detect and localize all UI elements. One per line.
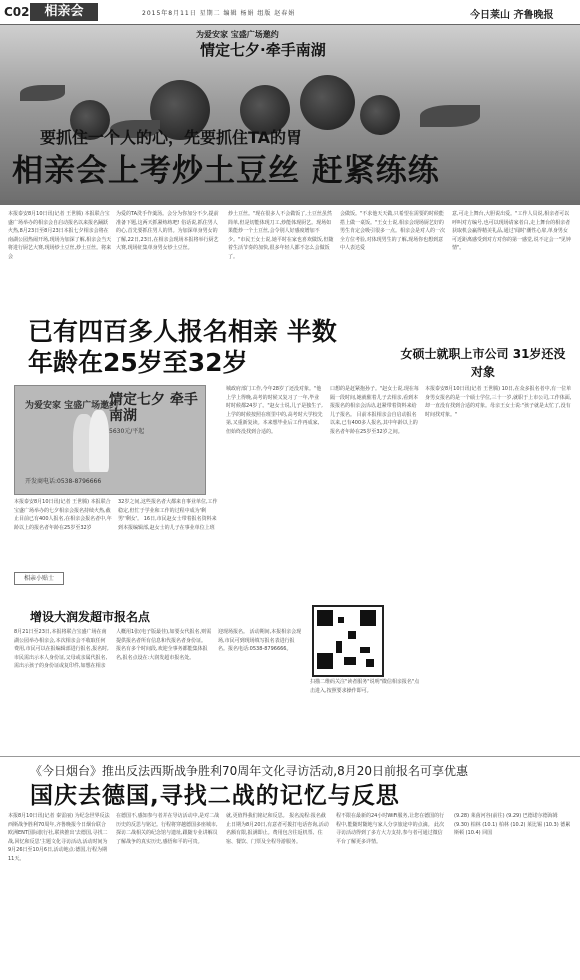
newspaper-brand: 今日莱山 齐鲁晚报 (470, 10, 554, 21)
promo-price: 5630元/平起 (109, 428, 145, 435)
banner-slogan: 情定七夕·牵手南湖 (200, 41, 326, 59)
sub-column: 迎现场报名。 活动期间,本报相亲会现场,市民可到现场填写报名表进行报名。报名电话:0538-8796666。 (218, 629, 302, 653)
promo-phone: 开发商电话:0538-8796666 (25, 478, 102, 485)
page-header (0, 0, 580, 25)
side-headline: 女硕士就职上市公司 31岁还没对象 (400, 347, 566, 379)
sub-column: 人概用1张(电子版最佳),如要女代报名,则需提供报名者所有信息和代报名者身份证。 报名有多个时间段,欢迎全事务都能集体报名,报名点设在:大润发超市报名处。 (116, 629, 212, 661)
article1-subhead: 要抓住一个人的心，先要抓住TA的胃 (40, 128, 303, 147)
article3-itinerary: (9.28) 莱茵河谷(前往) (9.29) 巴德诺尔德海姆 (9.30) 柏林 (10.1) 柏林 (10.2) 莱比锡 (10.3) 德累斯顿 (10.4) 回国 (454, 813, 571, 837)
article2-side-column: 本报泰安8月10日讯(记者 王世腾) 10日,在众多报名者中,有一位单身男女报名的是一个硕士学位,三十一岁,就职于上市公司,工作体面,却一直没有找到合适的对象。母亲王女士说:"孩子就是太忙了,没有时间找对象。" (425, 386, 572, 418)
article3-column: 在德国不,感知参与者并在导访活动中,是对二战历史的反思与铭记。行程将穿越德国多座城市,探访二战相关的纪念馆与遗址,跟随专业讲解员了解战争的真实历史,感悟和平的可贵。 (116, 813, 220, 845)
article2-column: 32岁之间,这些报名者大都来自事业单位,工作稳定,但忙于学业和工作的过程中成为'剩男''剩女'。 16日,市民赵女士带着报名资料来到本报编辑部,赵女士的儿子在事业单位上班 (118, 499, 218, 531)
article3-lead-line: 《今日烟台》推出反法西斯战争胜利70周年文化寻访活动,8月20日前报名可享优惠 (30, 764, 468, 778)
article3-column: 就,更值得我们铭记和反思。 报名流程:报名截止日期为8月20日,有意者可拨打电话咨询,活动名额有限,报满即止。费用包含往返机票、住宿、餐饮、门票及全程导游服务。 (226, 813, 329, 845)
article2-column: 本报泰安8月10日讯(记者 王世腾) 本报联合宝盛广场举办的七夕相亲会报名持续火热,截止目前已有400人报名,在相亲会报名者中,年龄以上的报名者年龄在25岁至32岁 (14, 499, 112, 531)
promo-ad (14, 385, 206, 495)
article3-column: 程不限在最新的24小时WiFi服务,让您在德国的行程中,能随时随地与家人分享旅途中的点滴。 此次寻访活动得到了多方大力支持,参与者可通过微信平台了解更多详情。 (336, 813, 445, 845)
section-tag: 相亲会 (30, 3, 98, 21)
promo-brand: 为爱安家 宝盛广场邀约 (25, 401, 119, 411)
article1-column: 本报泰安8月10日讯(记者 王世腾) 本报联合宝盛广场举办的相亲会自启动报名以来报名踊跃火热,8月23日至8月23日本报七夕相亲会将在南湖公园热闹开场,现场为加深了解,相亲会当天将进行厨艺大赛,现场炒土豆丝,炒土豆丝。将来会 (8, 211, 112, 260)
article1-column: 会做饭。"不求他天天做,只希望在需要的时候能搭上做一桌饭。"王女士说,相亲会现场厨艺好的男生肯定会吸引很多一点。相亲会是对人的一次全方位考验,对体现男生的了解,现场你也想到意中人表达爱 (340, 211, 446, 252)
article2-headline: 已有四百多人报名相亲 半数年龄在25岁至32岁 (28, 317, 337, 377)
banner-photo (0, 25, 580, 205)
article3-column: 本报8月10日讯(记者 秦雷丽) 为纪念世界反法西斯战争胜利70周年,齐鲁晚报今日烟台联合欧洲ENT国际旅行社,联袂推出'去德国,寻找二战,回忆和反思'主题文化寻访活动,活动时间为9月26日至10月6日,活动地点:德国,行程为期11天。 (8, 813, 110, 862)
rose-icon (360, 95, 400, 135)
page-number: C02 (4, 5, 30, 19)
couple-figure (89, 410, 109, 472)
section-divider (0, 756, 580, 757)
article2-column: 口想的是赶紧抱孙子。"赵女士说,现在每隔一段时间,她就催着儿子去相亲,看到本报报名的相亲会活动,赶紧带着资料来给儿子报名。 目前本报相亲会自启动报名以来,已有400多人报名,其中年龄以上的报名者年龄在25岁至32岁之间。 (330, 386, 419, 435)
banner-top-line: 为爱安家 宝盛广场邀约 (196, 30, 279, 39)
promo-title: 情定七夕 牵手南湖 (109, 392, 198, 424)
article3-headline: 国庆去德国,寻找二战的记忆与反思 (30, 783, 400, 809)
qr-caption: 扫描二维码关注"读者服务"说明"微信相亲报名"点击进入,按照要求操作即可。 (310, 679, 420, 694)
header-date-line: 2015年8月11日 星期二 编辑 杨娟 组版 赵春娟 (142, 10, 296, 17)
leaf-icon (20, 85, 65, 101)
article1-headline: 相亲会上考炒土豆丝 赶紧练练 (12, 153, 440, 189)
sub-headline: 增设大润发超市报名点 (30, 610, 151, 624)
qr-code (312, 605, 384, 677)
sub-column: 8月21日至23日,本报将联合宝盛广场在南湖公园举办相亲会,本次相亲会不收取任何费用,市民可以在报编辑部进行报名,报名时,市民需出示本人身份证,父母或亲属代报名,需出示孩子的身份证或复印件,如想在相亲 (14, 629, 109, 670)
rose-icon (300, 75, 355, 130)
article1-column: 意,可走上舞台,大胆说出爱。"工作人员说,相亲者可以呼叫对方编号,也可以现场请家者白,走上舞台的相亲者获取机会赢得精美礼品,通过'闻时'潮性心扉,单身男女可近距离感受到对方对你的第一感觉,说不定会一"见钟情"。 (452, 211, 571, 252)
reminder-tag: 相亲小贴士 (14, 572, 64, 585)
article1-column: 炒土豆丝。"现在很多人不会做饭了,土豆丝虽然简单,但是切能体现刀工,炒能体现厨艺。现场如果能炒一个土豆丝,会令别人好感度增加不少。"市民王女士说,她平时在家也喜欢做饭,但随着生活节奏的加快,很多年轻人都不怎么会做饭了。 (228, 211, 334, 260)
leaf-icon (420, 105, 480, 127)
article2-column: 城政府部门工作,今年28岁了还没对象。"他上学上得晚,高考的时候又复习了一年,毕业时时候都24岁了。"赵女士说,儿子是独生子,上学的时候按照在班里中的,高考时大学校先第,又重新复读。本来想毕业后工作再成家,但始终没找到合适的。 (226, 386, 323, 435)
article1-column: 为爱的TA洗手作羹汤。会分为你加分不少,提前准备下题,这两天抓紧练练吧! 俗话说,抓住男人的心,首先要抓住男人的胃。为加深单身男女的了解,22日,23日,在相亲会现场本报将举行厨艺大赛,现场征集单身男女炒土豆丝。 (116, 211, 219, 252)
